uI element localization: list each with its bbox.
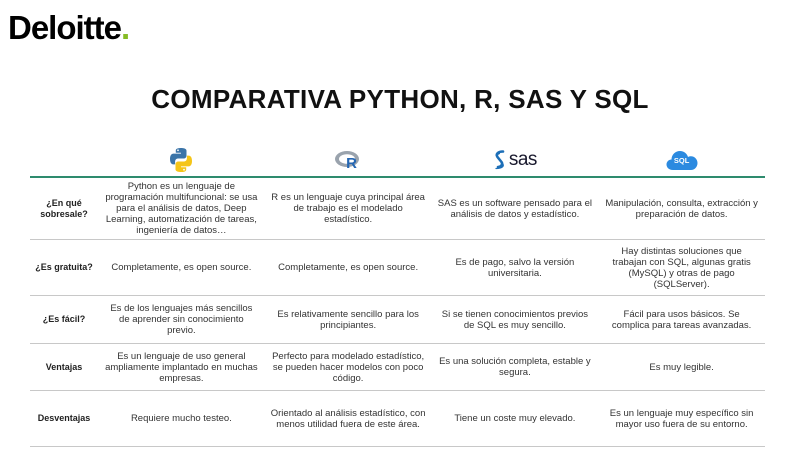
sas-logo-text: sas [508, 149, 537, 170]
cell-python: Python es un lenguaje de programación multifuncional: se usa para el análisis de datos, Deep Learning, automatización de tareas, ingeniería de datos… [105, 181, 258, 236]
cell-sas: Es una solución completa, estable y segura. [439, 356, 591, 378]
row-label: Ventajas [45, 361, 83, 372]
header-sql [598, 144, 765, 176]
table-row [30, 344, 765, 391]
cell-sas: Si se tienen conocimientos previos de SQL es muy sencillo. [441, 308, 589, 331]
header-corner [30, 144, 98, 176]
cell-python: Completamente, es open source. [111, 262, 252, 273]
cell-sql: Hay distintas soluciones que trabajan con SQL, algunas gratis (MySQL) y otras de pago (SQLServer). [612, 245, 751, 290]
row-label: ¿Es fácil? [42, 314, 86, 324]
cell-sql: Es muy legible. [649, 361, 714, 373]
cell-r: Es relativamente sencillo para los principiantes. [277, 308, 419, 331]
cell-r: Perfecto para modelado estadístico, se pueden hacer modelos con poco código. [272, 350, 425, 384]
table-row [30, 296, 765, 344]
python-logo-icon [168, 147, 194, 173]
cell-sql: Fácil para usos básicos. Se complica para tareas avanzadas. [611, 308, 752, 331]
cell-r: Completamente, es open source. [278, 262, 419, 273]
cell-sql: Manipulación, consulta, extracción y preparación de datos. [605, 197, 758, 220]
cell-sas: Es de pago, salvo la versión universitaria. [455, 256, 575, 279]
table-header-row [30, 144, 765, 178]
sas-logo-icon [493, 150, 507, 170]
cell-python: Es un lenguaje de uso general ampliamente implantado en muchas empresas. [105, 350, 258, 384]
cell-r: R es un lenguaje cuya principal área de trabajo es el modelado estadístico. [271, 192, 425, 225]
header-sas [432, 144, 599, 176]
brand-name: Deloitte [8, 9, 122, 46]
brand-dot: . [121, 9, 130, 46]
header-r [265, 144, 432, 176]
sql-logo-text: SQL [673, 156, 690, 165]
cell-r: Orientado al análisis estadístico, con menos utilidad fuera de este área. [270, 407, 426, 430]
table-row [30, 391, 765, 447]
cell-sas: Tiene un coste muy elevado. [454, 413, 576, 424]
row-label: ¿En qué sobresale? [40, 197, 88, 219]
header-python [98, 144, 265, 176]
cell-python: Requiere mucho testeo. [130, 413, 232, 424]
r-logo-icon [334, 149, 362, 171]
cell-sql: Es un lenguaje muy específico sin mayor uso fuera de su entorno. [609, 407, 754, 430]
cell-sas: SAS es un software pensado para el análisis de datos y estadístico. [437, 197, 592, 220]
deloitte-logo [8, 8, 129, 48]
comparison-table [30, 144, 765, 447]
sql-cloud [665, 148, 699, 172]
table-row [30, 178, 765, 240]
row-label: Desventajas [37, 413, 91, 423]
table-row [30, 240, 765, 296]
cell-python: Es de los lenguajes más sencillos de aprender sin conocimiento previo. [110, 303, 253, 336]
page-title: COMPARATIVA PYTHON, R, SAS Y SQL [151, 84, 649, 114]
sas-logo [493, 149, 537, 171]
row-label: ¿Es gratuita? [35, 262, 93, 272]
r-logo-text: R [346, 155, 358, 171]
